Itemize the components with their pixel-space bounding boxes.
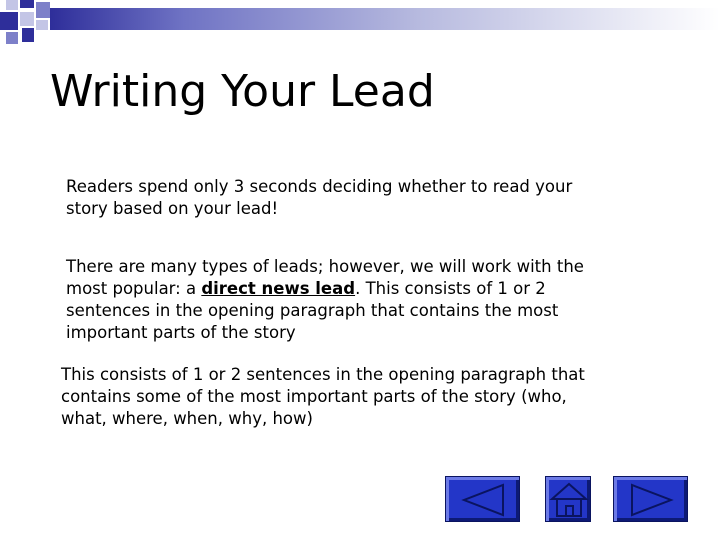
emphasized-term: direct news lead bbox=[201, 279, 356, 298]
corner-decoration-square bbox=[20, 0, 34, 8]
corner-decoration-square bbox=[36, 2, 50, 18]
corner-decoration-square bbox=[20, 12, 34, 26]
triangle-left-icon bbox=[446, 477, 521, 523]
triangle-right-icon bbox=[614, 477, 689, 523]
next-slide-button[interactable] bbox=[613, 476, 688, 522]
paragraph-line: Readers spend only 3 seconds deciding whether to read your bbox=[66, 177, 573, 196]
paragraph-definition bbox=[61, 364, 585, 430]
corner-decoration-square bbox=[22, 28, 34, 42]
paragraph-line: contains some of the most important parts of the story (who, bbox=[61, 387, 567, 406]
paragraph-reader-attention bbox=[66, 176, 572, 220]
header-gradient-band bbox=[50, 8, 720, 30]
text-span: . This consists of 1 or 2 bbox=[355, 279, 546, 298]
paragraph-types-of-leads bbox=[66, 256, 584, 344]
corner-decoration-square bbox=[6, 32, 18, 44]
corner-decoration-square bbox=[6, 0, 18, 10]
paragraph-line bbox=[66, 278, 584, 300]
house-icon bbox=[546, 477, 592, 523]
paragraph-line: sentences in the opening paragraph that contains the most bbox=[66, 301, 559, 320]
paragraph-line: story based on your lead! bbox=[66, 199, 279, 218]
home-button[interactable] bbox=[545, 476, 591, 522]
text-span: most popular: a bbox=[66, 279, 202, 298]
paragraph-line: what, where, when, why, how) bbox=[61, 409, 313, 428]
slide-title: Writing Your Lead bbox=[50, 66, 435, 117]
paragraph-line: There are many types of leads; however, we will work with the bbox=[66, 257, 584, 276]
corner-decoration-square bbox=[0, 12, 18, 30]
paragraph-line: This consists of 1 or 2 sentences in the opening paragraph that bbox=[61, 365, 585, 384]
corner-decoration-square bbox=[36, 20, 48, 30]
paragraph-line: important parts of the story bbox=[66, 323, 296, 342]
previous-slide-button[interactable] bbox=[445, 476, 520, 522]
